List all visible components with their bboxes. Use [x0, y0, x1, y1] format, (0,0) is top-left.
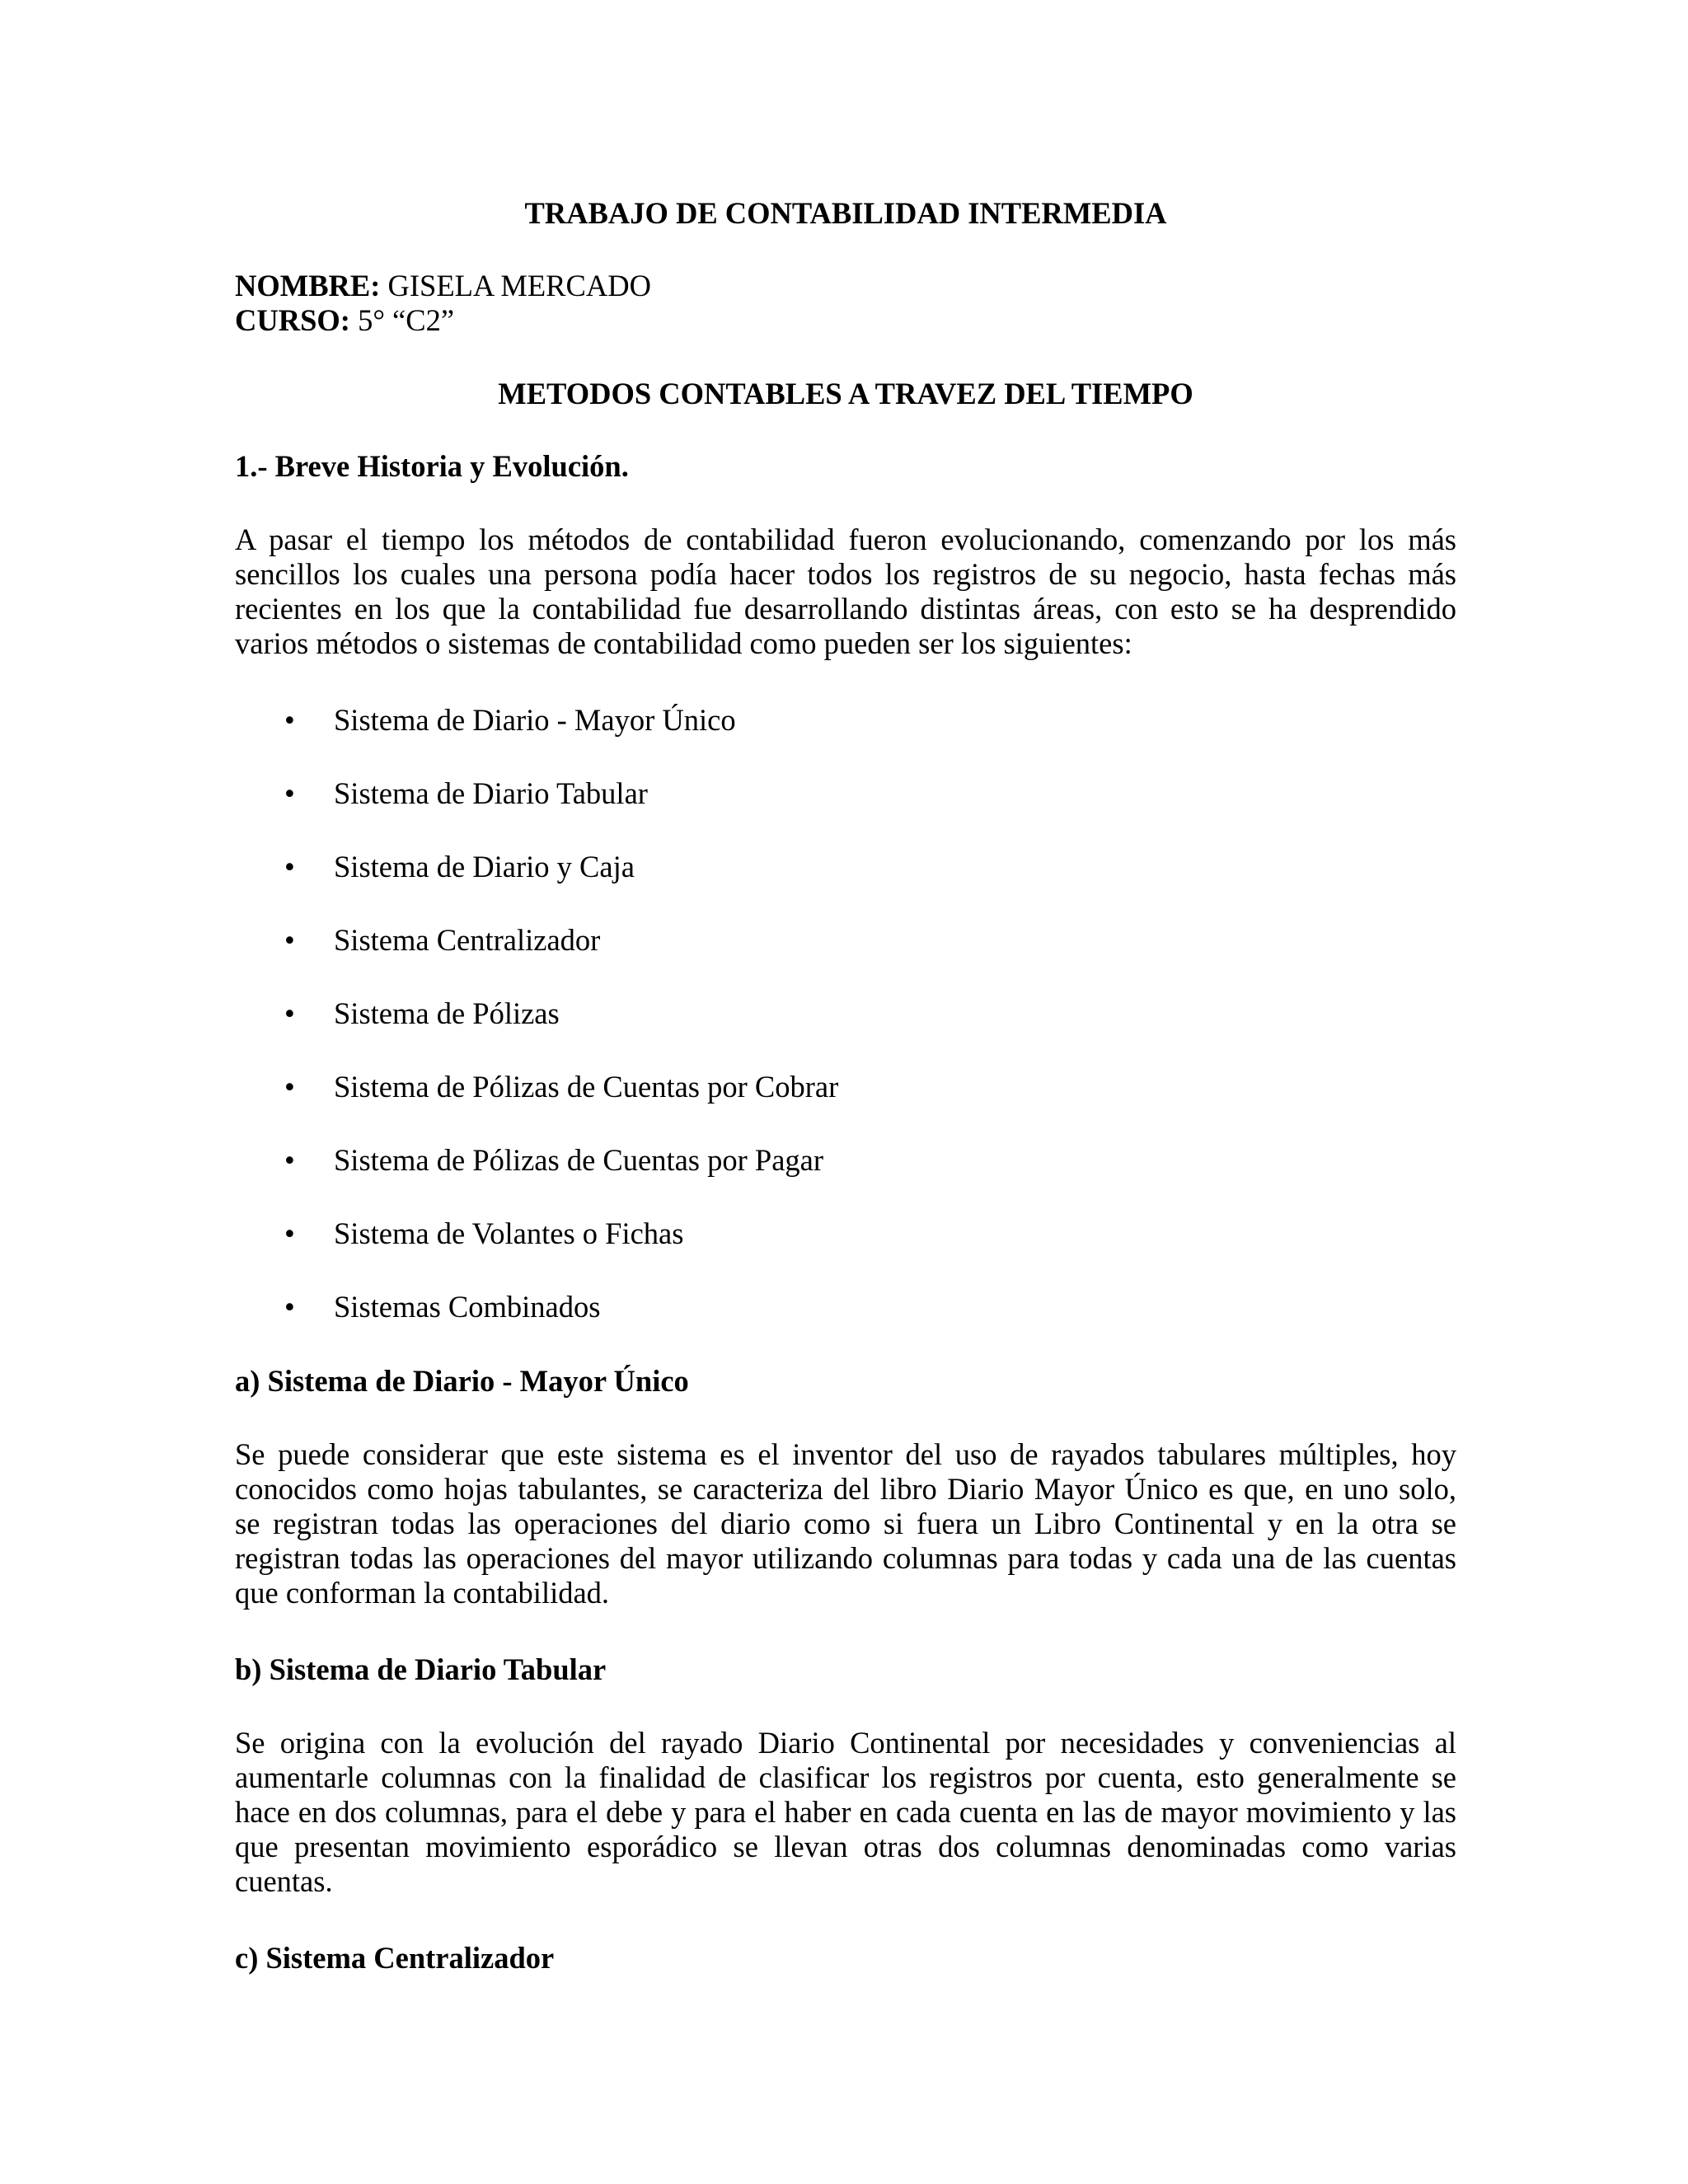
course-value: 5° “C2”: [349, 303, 455, 337]
bullet-icon: •: [284, 1143, 295, 1177]
bullet-item: [235, 776, 1456, 811]
bullet-icon: •: [284, 923, 295, 957]
paragraph-line: varios métodos o sistemas de contabilidad como pueden ser los siguientes:: [235, 626, 1132, 660]
paragraph-line: se registran todas las operaciones del diario como si fuera un Libro Continental y en la otra se: [235, 1507, 1456, 1540]
bullet-icon: •: [284, 776, 295, 810]
bullet-icon: •: [284, 1216, 295, 1250]
bullet-item: [235, 703, 1456, 738]
bullet-icon: •: [284, 1290, 295, 1324]
paragraph-line: que presentan movimiento esporádico se llevan otras dos columnas denominadas como varias: [235, 1830, 1456, 1863]
paragraph-line: Se puede considerar que este sistema es el inventor del uso de rayados tabulares múltiples, hoy: [235, 1437, 1456, 1471]
section-c-heading: c) Sistema Centralizador: [235, 1941, 555, 1975]
bullet-text: Sistema de Diario y Caja: [334, 850, 635, 883]
bullet-item: [235, 923, 1456, 958]
bullet-text: Sistema de Diario Tabular: [334, 776, 648, 810]
bullet-text: Sistemas Combinados: [334, 1290, 601, 1324]
section-a-paragraph: [235, 1437, 1456, 1610]
intro-paragraph: [235, 523, 1456, 661]
course-line: [235, 303, 454, 338]
bullet-item: [235, 1070, 1456, 1104]
section-a-heading: a) Sistema de Diario - Mayor Único: [235, 1364, 689, 1398]
bullet-item: [235, 1290, 1456, 1324]
paragraph-line: que conforman la contabilidad.: [235, 1576, 610, 1610]
bullet-text: Sistema de Pólizas: [334, 996, 560, 1030]
paragraph-line: recientes en los que la contabilidad fue desarrollando distintas áreas, con esto se ha desprendido: [235, 592, 1456, 626]
paragraph-line: conocidos como hojas tabulantes, se caracteriza del libro Diario Mayor Único es que, en uno solo,: [235, 1472, 1456, 1506]
paragraph-line: Se origina con la evolución del rayado Diario Continental por necesidades y conveniencias al: [235, 1726, 1456, 1760]
intro-heading: 1.- Breve Historia y Evolución.: [235, 449, 629, 483]
name-label: NOMBRE:: [235, 269, 381, 302]
bullet-text: Sistema de Pólizas de Cuentas por Pagar: [334, 1143, 824, 1177]
bullet-icon: •: [284, 1070, 295, 1104]
bullet-text: Sistema de Diario - Mayor Único: [334, 703, 736, 737]
course-label: CURSO:: [235, 303, 350, 337]
section-b-heading: b) Sistema de Diario Tabular: [235, 1652, 607, 1686]
name-value: GISELA MERCADO: [380, 269, 651, 302]
document-title: TRABAJO DE CONTABILIDAD INTERMEDIA: [524, 196, 1167, 230]
paragraph-line: A pasar el tiempo los métodos de contabilidad fueron evolucionando, comenzando por los más: [235, 523, 1456, 556]
bullet-icon: •: [284, 703, 295, 737]
bullet-item: [235, 850, 1456, 884]
paragraph-line: hace en dos columnas, para el debe y para el haber en cada cuenta en las de mayor movimiento y las: [235, 1795, 1456, 1829]
bullet-text: Sistema de Pólizas de Cuentas por Cobrar: [334, 1070, 839, 1104]
document-page: [235, 0, 1456, 2184]
bullet-item: [235, 996, 1456, 1031]
bullet-icon: •: [284, 850, 295, 883]
student-name-line: [235, 269, 651, 303]
paragraph-line: sencillos los cuales una persona podía hacer todos los registros de su negocio, hasta fechas más: [235, 557, 1456, 591]
section-b-paragraph: [235, 1726, 1456, 1899]
paragraph-line: registran todas las operaciones del mayor utilizando columnas para todas y cada una de las cuentas: [235, 1541, 1456, 1575]
bullet-item: [235, 1143, 1456, 1178]
bullet-text: Sistema Centralizador: [334, 923, 601, 957]
bullet-icon: •: [284, 996, 295, 1030]
bullet-text: Sistema de Volantes o Fichas: [334, 1216, 684, 1250]
paragraph-line: cuentas.: [235, 1864, 333, 1898]
paragraph-line: aumentarle columnas con la finalidad de clasificar los registros por cuenta, esto generalmente se: [235, 1760, 1456, 1794]
document-subtitle: METODOS CONTABLES A TRAVEZ DEL TIEMPO: [498, 377, 1193, 410]
bullet-item: [235, 1216, 1456, 1251]
